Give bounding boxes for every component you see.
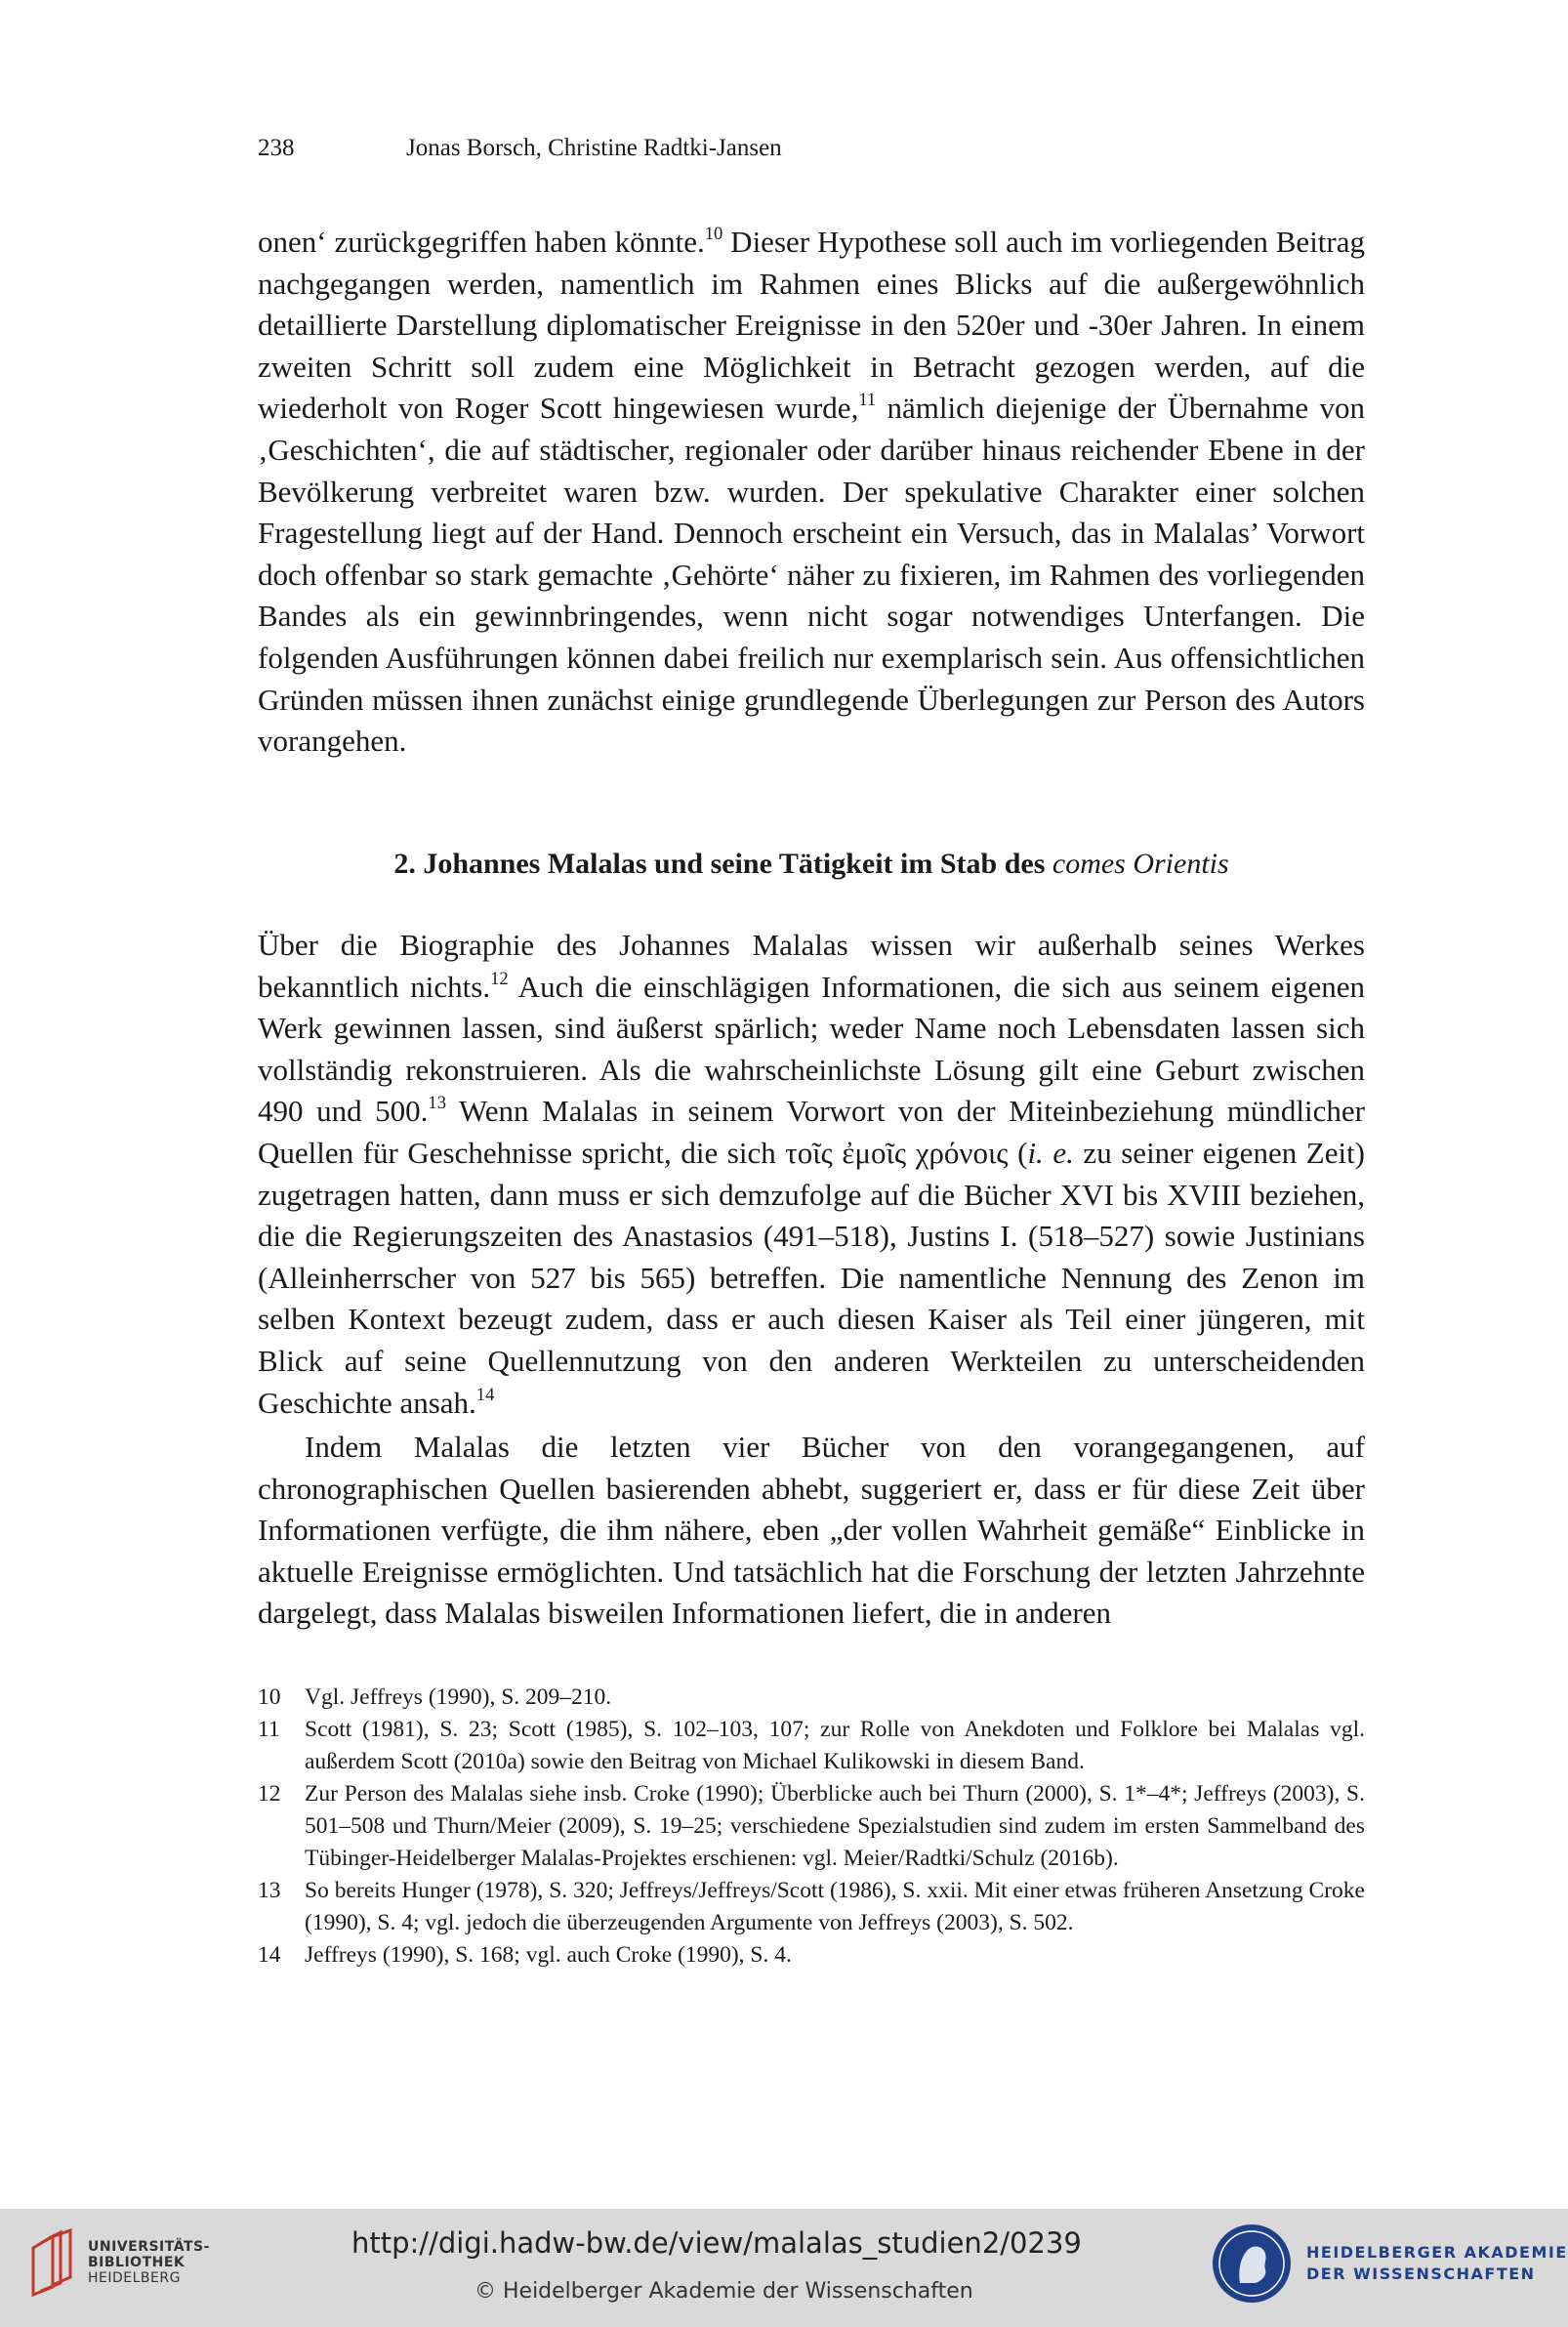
- body-paragraph-1: [258, 222, 1365, 763]
- footnotes: [258, 1682, 1365, 1972]
- heading-text: 2. Johannes Malalas und seine Tätigkeit im Stab des: [393, 848, 1052, 880]
- academy-seal-icon: [1211, 2223, 1293, 2305]
- para3-text: Indem Malalas die letzten vier Bücher von den vorangegangenen, auf chronographischen Quellen basierenden abhebt, suggeriert er, dass er für diese Zeit über Informationen verfügte, die ihm nähere, eben „der vollen Wahrheit gemäße“ Einblicke in aktuelle Ereignisse ermöglichten. Und tatsächlich hat die Forschung der letzten Jahrzehnte dargelegt, dass Malalas bisweilen Informationen liefert, die in anderen: [258, 1430, 1365, 1631]
- footnote-ref-12[interactable]: 12: [490, 968, 509, 989]
- ub-logo-text: [88, 2239, 210, 2286]
- footnote-ref-10[interactable]: 10: [704, 223, 723, 244]
- page-number: 238: [258, 135, 295, 161]
- footnote-text: Vgl. Jeffreys (1990), S. 209–210.: [305, 1684, 612, 1710]
- ub-line-2: BIBLIOTHEK: [88, 2255, 186, 2270]
- header-authors: Jonas Borsch, Christine Radtki-Jansen: [406, 135, 782, 161]
- footnote-text: So bereits Hunger (1978), S. 320; Jeffreys/Jeffreys/Scott (1986), S. xxii. Mit einer etwas früheren Ansetzung Croke (1990), S. 4; vgl. jedoch die überzeugenden Argumente von Jeffreys (2003), S. 502.: [305, 1878, 1365, 1935]
- footnote-number: 14: [258, 1942, 281, 1968]
- para2-text-a: Über die Biographie des Johannes Malalas wissen wir außerhalb seines Werkes bekanntlich nichts.: [258, 928, 1365, 1004]
- ub-line-3: HEIDELBERG: [88, 2270, 181, 2286]
- para2-text-b: Auch die einschlägigen Informationen, die sich aus seinem eigenen Werk gewinnen lassen, sind äußerst spärlich; weder Name noch Lebensdaten lassen sich vollständig rekonstruieren. Als die wahrscheinlichste Lösung gilt eine Geburt zwischen 490 und 500.: [258, 969, 1366, 1129]
- heading-italic: comes Orientis: [1052, 848, 1229, 880]
- footnote-item: [258, 1939, 1365, 1972]
- footnote-number: 12: [258, 1781, 281, 1807]
- footnote-number: 13: [258, 1878, 281, 1903]
- copyright-text: © Heidelberger Akademie der Wissenschaften: [475, 2279, 973, 2304]
- para2-text-d: zu seiner eigenen Zeit) zugetragen hatten, dann muss er sich demzufolge auf die Bücher XVI bis XVIII beziehen, die die Regierungszeiten des Anastasios (491–518), Justins I. (518–527) sowie Justinians (Alleinherrscher von 527 bis 565) betreffen. Die namentliche Nennung des Zenon im selben Kontext bezeugt zudem, dass er auch diesen Kaiser als Teil einer jüngeren, mit Blick auf seine Quellennutzung von den anderen Werkteilen zu unterscheidenden Geschichte ansah.: [258, 1135, 1366, 1420]
- footnote-text: Zur Person des Malalas siehe insb. Croke (1990); Überblicke auch bei Thurn (2000), S. 1*–4*; Jeffreys (2003), S. 501–508 und Thurn/Meier (2009), S. 19–25; verschiedene Spezialstudien sind zudem im ersten Sammelband des Tübinger-Heidelberger Malalas-Projektes erschienen: vgl. Meier/Radtki/Schulz (2016b).: [305, 1781, 1365, 1871]
- footnote-text: Scott (1981), S. 23; Scott (1985), S. 102–103, 107; zur Rolle von Anekdoten und Folklore bei Malalas vgl. außerdem Scott (2010a) sowie den Beitrag von Michael Kulikowski in diesem Band.: [305, 1717, 1365, 1774]
- hadw-line-2: DER WISSENSCHAFTEN: [1306, 2265, 1536, 2283]
- footnote-ref-13[interactable]: 13: [428, 1093, 446, 1114]
- footnote-item: [258, 1778, 1365, 1875]
- footer-bar: [0, 2209, 1568, 2327]
- ub-heidelberg-logo[interactable]: [27, 2228, 210, 2297]
- footnote-ref-11[interactable]: 11: [858, 390, 877, 411]
- footnote-ref-14[interactable]: 14: [475, 1384, 495, 1405]
- section-heading: [258, 848, 1365, 881]
- footnote-number: 11: [258, 1717, 280, 1742]
- source-url-link[interactable]: http://digi.hadw-bw.de/view/malalas_studien2/0239: [351, 2226, 1082, 2260]
- body-paragraph-2: [258, 925, 1365, 1424]
- body-paragraph-3: [258, 1427, 1365, 1635]
- footnote-text: Jeffreys (1990), S. 168; vgl. auch Croke (1990), S. 4.: [305, 1942, 792, 1968]
- ub-line-1: UNIVERSITÄTS-: [88, 2239, 210, 2255]
- footnote-number: 10: [258, 1684, 281, 1710]
- running-header: [258, 135, 1371, 162]
- hadw-line-1: HEIDELBERGER AKADEMIE: [1306, 2243, 1568, 2262]
- para1-text-b: Dieser Hypothese soll auch im vorliegenden Beitrag nachgegangen werden, namentlich im Rahmen eines Blicks auf die außergewöhnlich detaillierte Darstellung diplomatischer Ereignisse in den 520er und -30er Jahren. In einem zweiten Schritt soll zudem eine Möglichkeit in Betracht gezogen werden, auf die wiederholt von Roger Scott hingewiesen wurde,: [258, 225, 1365, 426]
- footnote-item: [258, 1682, 1365, 1714]
- para1-text-c: nämlich diejenige der Übernahme von ‚Geschichten‘, die auf städtischer, regionaler oder darüber hinaus reichender Ebene in der Bevölkerung verbreitet waren bzw. wurden. Der spekulative Charakter einer solchen Fragestellung liegt auf der Hand. Dennoch erscheint ein Versuch, das in Malalas’ Vorwort doch offenbar so stark gemachte ‚Gehörte‘ näher zu fixieren, im Rahmen des vorliegenden Bandes als ein gewinnbringendes, wenn nicht sogar notwendiges Unterfangen. Die folgenden Ausführungen können dabei freilich nur exemplarisch sein. Aus offensichtlichen Gründen müssen ihnen zunächst einige grundlegende Überlegungen zur Person des Autors vorangehen.: [258, 391, 1365, 759]
- para2-text-c: Wenn Malalas in seinem Vorwort von der Miteinbeziehung mündlicher Quellen für Geschehnisse spricht, die sich τοῖς ἐμοῖς χρόνοις (: [258, 1094, 1365, 1170]
- footnote-item: [258, 1875, 1365, 1939]
- hadw-logo[interactable]: [1211, 2223, 1568, 2305]
- library-books-icon: [27, 2228, 76, 2297]
- footnote-item: [258, 1714, 1365, 1778]
- para2-italic-ie: i. e.: [1027, 1135, 1074, 1170]
- para1-text-a: onen‘ zurückgegriffen haben könnte.: [258, 225, 705, 259]
- hadw-logo-text: [1306, 2242, 1568, 2285]
